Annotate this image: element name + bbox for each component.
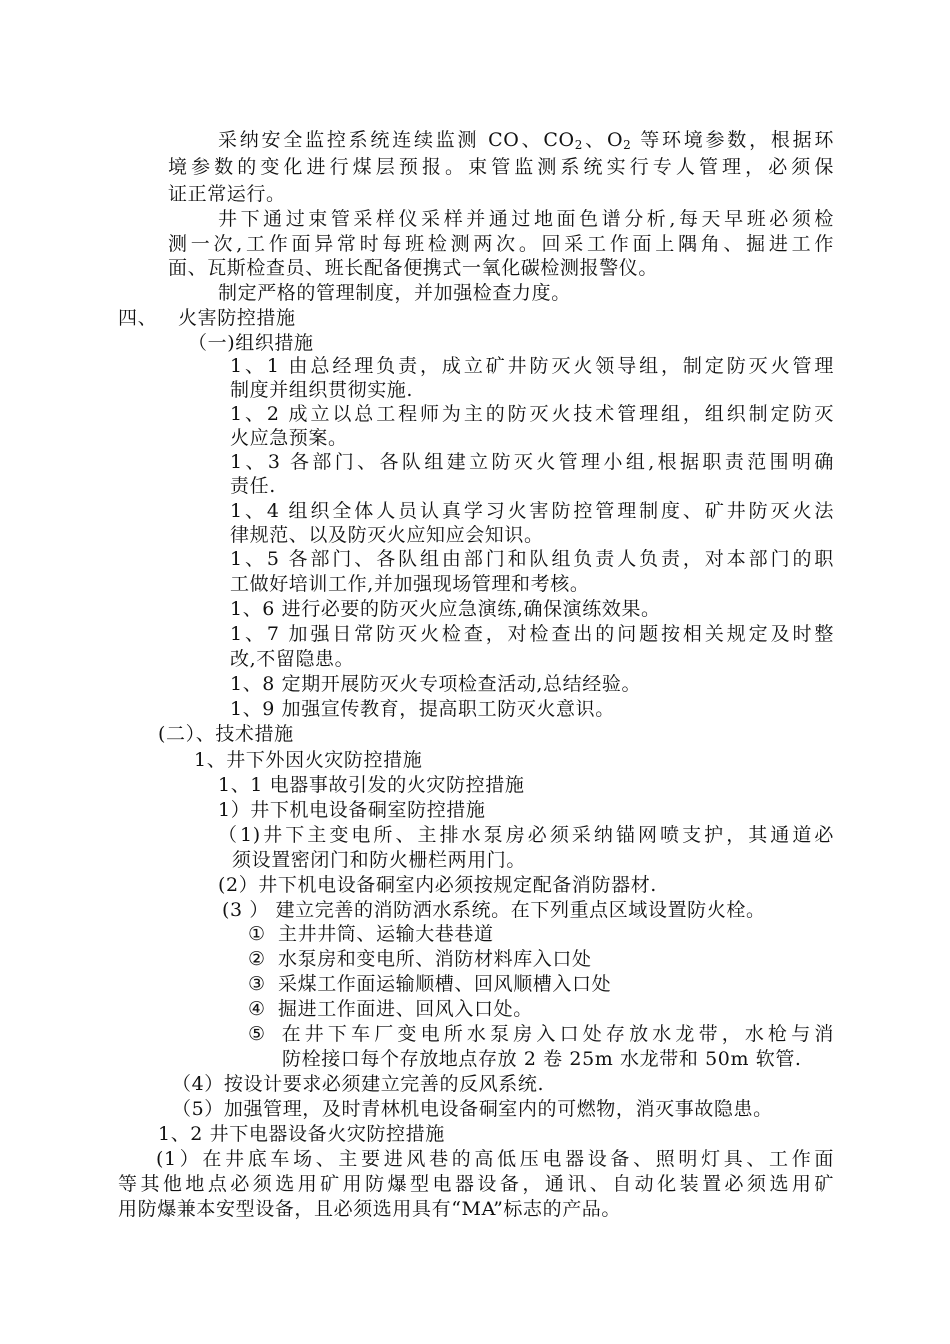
heading-level-3: 1、1 电器事故引发的火灾防控措施: [218, 774, 525, 796]
subsection-title: （一)组织措施: [188, 332, 314, 354]
circled-number: ④: [248, 998, 266, 1020]
circled-number: ③: [248, 973, 266, 995]
section-title: 火害防控措施: [178, 307, 296, 329]
circled-number: ⑤: [248, 1023, 266, 1045]
measure-item: （1)井下主变电所、主排水泵房必须采纳锚网喷支护，其通道必: [218, 824, 834, 846]
hydrant-location-cont: 防栓接口每个存放地点存放 2 卷 25m 水龙带和 50m 软管.: [282, 1048, 802, 1070]
list-item: 1、1 由总经理负责，成立矿井防灭火领导组，制定防灭火管理: [230, 355, 834, 377]
measure-item: (3 ） 建立完善的消防洒水系统。在下列重点区域设置防火栓。: [222, 899, 766, 921]
list-item-cont: 责任.: [230, 475, 276, 497]
heading-level-4: 1）井下机电设备硐室防控措施: [218, 799, 486, 821]
paragraph-line: 面、瓦斯检查员、班长配备便携式一氧化碳检测报警仪。: [168, 257, 659, 279]
heading-level-3: 1、2 井下电器设备火灾防控措施: [158, 1123, 445, 1145]
subsection-title: (二）、技术措施: [158, 723, 294, 745]
hydrant-location: ④ 掘进工作面进、回风入口处。: [248, 998, 533, 1020]
list-item-cont: 律规范、以及防灭火应知应会知识。: [230, 524, 544, 546]
paragraph-line: 等其他地点必须选用矿用防爆型电器设备，通讯、自动化装置必须选用矿: [118, 1173, 834, 1195]
paragraph-line: 采纳安全监控系统连续监测 CO、$CO_2$、$O_2$ 等环境参数，根据环: [218, 129, 835, 152]
list-item: 1、5 各部门、各队组由部门和队组负责人负责，对本部门的职: [230, 548, 834, 570]
list-item: 1、6 进行必要的防灭火应急演练,确保演练效果。: [230, 598, 661, 620]
list-item-cont: 制度并组织贯彻实施.: [230, 379, 414, 401]
list-item-cont: 工做好培训工作,并加强现场管理和考核。: [230, 573, 590, 595]
paragraph-line: 制定严格的管理制度，并加强检查力度。: [218, 282, 571, 304]
paragraph-line: 井下通过束管采样仪采样并通过地面色谱分析,每天早班必须检: [218, 208, 834, 230]
hydrant-location: ③ 采煤工作面运输顺槽、回风顺槽入口处: [248, 973, 612, 995]
circled-number: ②: [248, 948, 266, 970]
list-item: 1、3 各部门、各队组建立防灭火管理小组,根据职责范围明确: [230, 451, 834, 473]
paragraph-line: 证正常运行。: [168, 183, 286, 205]
list-item: 1、7 加强日常防灭火检查，对检查出的问题按相关规定及时整: [230, 623, 834, 645]
heading-level-2: 1、井下外因火灾防控措施: [194, 749, 423, 771]
list-item-cont: 火应急预案。: [230, 427, 348, 449]
measure-item-cont: 须设置密闭门和防火栅栏两用门。: [232, 849, 527, 871]
paragraph-line: (1）在井底车场、主要进风巷的高低压电器设备、照明灯具、工作面: [156, 1148, 834, 1170]
measure-item: （5）加强管理，及时青林机电设备硐室内的可燃物，消灭事故隐患。: [172, 1098, 773, 1120]
list-item: 1、4 组织全体人员认真学习火害防控管理制度、矿井防灭火法: [230, 500, 834, 522]
list-item-cont: 改,不留隐患。: [230, 648, 355, 670]
paragraph-line: 用防爆兼本安型设备，且必须选用具有“MA”标志的产品。: [118, 1198, 622, 1220]
section-number: 四、: [118, 307, 158, 329]
circled-number: ①: [248, 923, 266, 945]
measure-item: (2）井下机电设备硐室内必须按规定配备消防器材.: [218, 874, 657, 896]
paragraph-line: 境参数的变化进行煤层预报。束管监测系统实行专人管理，必须保: [168, 156, 834, 178]
hydrant-location: ② 水泵房和变电所、消防材料库入口处: [248, 948, 592, 970]
paragraph-line: 测一次,工作面异常时每班检测两次。回采工作面上隅角、掘进工作: [168, 233, 834, 255]
list-item: 1、8 定期开展防灭火专项检查活动,总结经验。: [230, 673, 642, 695]
hydrant-location: ① 主井井筒、运输大巷巷道: [248, 923, 494, 945]
hydrant-location: ⑤ 在井下车厂变电所水泵房入口处存放水龙带，水枪与消: [248, 1023, 834, 1045]
measure-item: （4）按设计要求必须建立完善的反风系统.: [172, 1073, 545, 1095]
list-item: 1、9 加强宣传教育，提高职工防灭火意识。: [230, 698, 615, 720]
list-item: 1、2 成立以总工程师为主的防灭火技术管理组，组织制定防灭: [230, 403, 834, 425]
